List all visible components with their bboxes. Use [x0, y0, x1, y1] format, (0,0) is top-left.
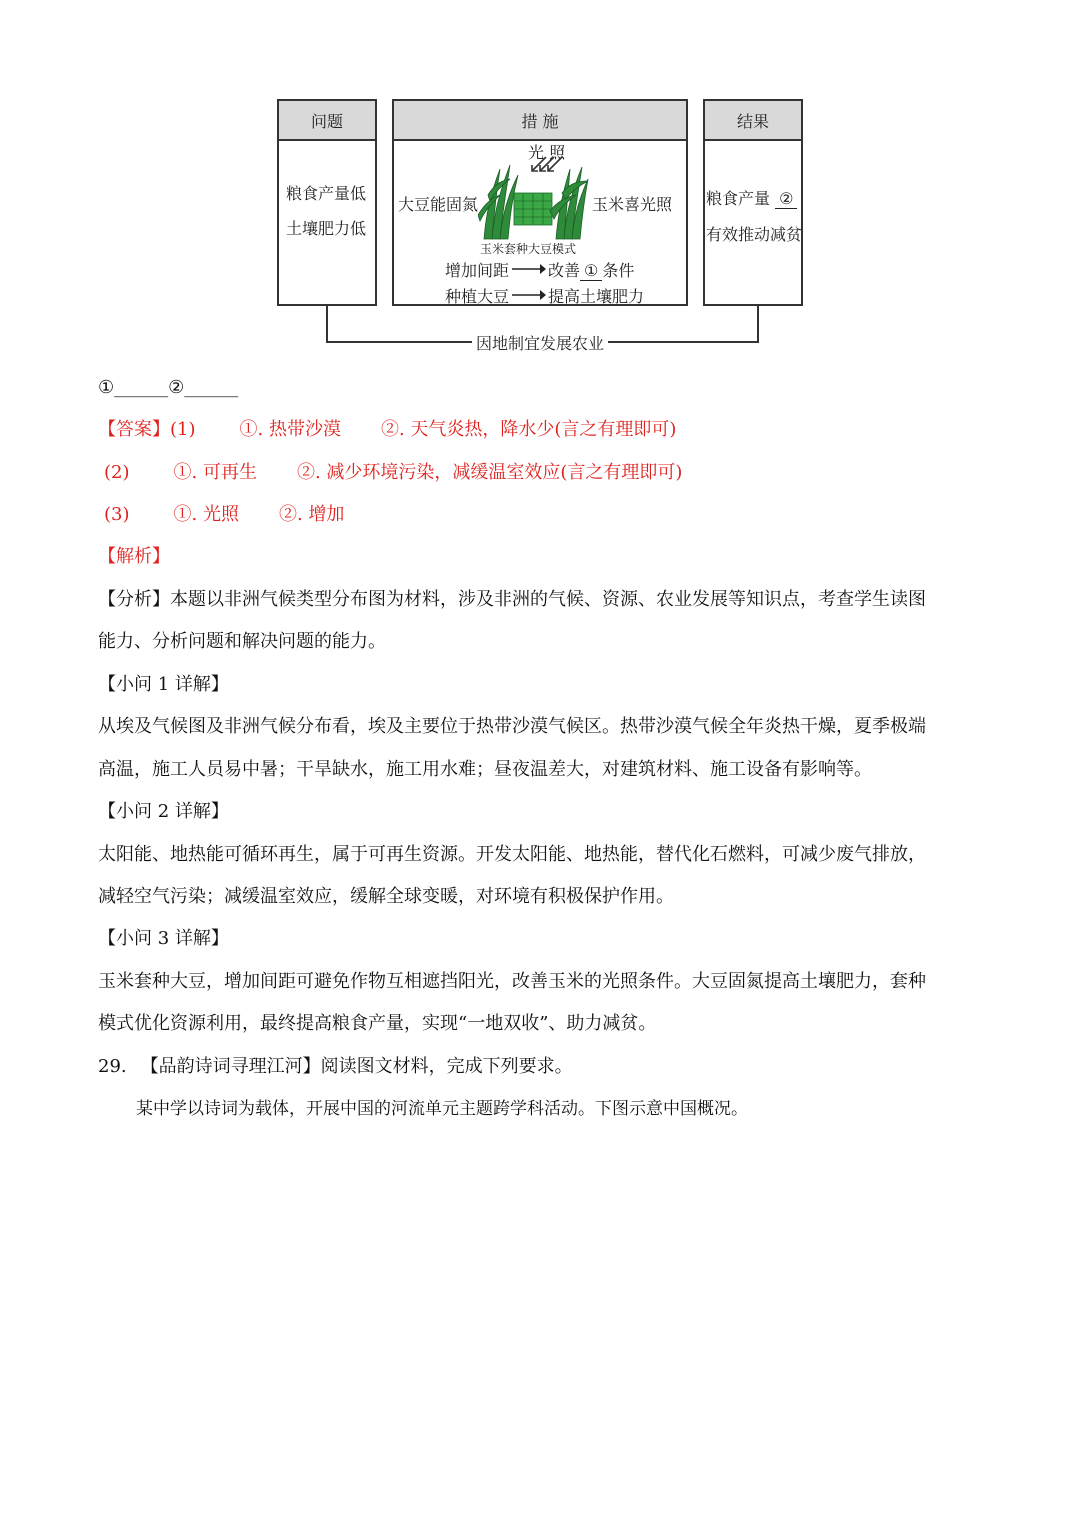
flow-diagram: [0, 0, 1080, 360]
row1-right-text: 改善: [548, 261, 581, 280]
answer-q2-number: (2): [104, 462, 130, 483]
row2-right-text: 提高土壤肥力: [548, 287, 645, 306]
result-blank-number: ②: [775, 189, 797, 209]
soybean-grid: [514, 193, 552, 225]
result-header: 结果: [705, 101, 801, 141]
question-29-title: 【品韵诗词寻理江河】阅读图文材料，完成下列要求。: [140, 1056, 573, 1077]
corn-label: 玉米喜光照: [592, 195, 673, 214]
soy-label: 大豆能固氮: [398, 195, 479, 214]
row1-right-group: [548, 258, 634, 281]
analysis-tag: 【解析】: [98, 546, 170, 567]
result-line-1-text: 粮食产量: [706, 189, 771, 208]
q3-detail-title: 【小问 3 详解】: [98, 928, 229, 949]
diagram-footer-label: 因地制宜发展农业: [472, 331, 608, 354]
answer-q3-a: ①. 光照: [173, 504, 239, 525]
q2-detail-title: 【小问 2 详解】: [98, 801, 229, 822]
mode-label: 玉米套种大豆模式: [480, 242, 577, 256]
q3-detail-line-1: 玉米套种大豆，增加间距可避免作物互相遮挡阳光，改善玉米的光照条件。大豆固氮提高土壤肥力，套种: [98, 971, 926, 992]
arrow-icon: [512, 288, 546, 302]
arrow-icon: [512, 262, 546, 276]
question-29-number: 29.: [98, 1056, 127, 1077]
problem-line-1: 粮食产量低: [286, 184, 367, 203]
answer-q1-number: (1): [170, 419, 196, 440]
q1-detail-line-1: 从埃及气候图及非洲气候分布看，埃及主要位于热带沙漠气候区。热带沙漠气候全年炎热干燥，夏季极端: [98, 716, 926, 737]
corn-plants-right: [550, 167, 588, 239]
question-29-line: [98, 1054, 573, 1080]
q1-detail-title: 【小问 1 详解】: [98, 674, 229, 695]
problem-header: 问题: [279, 101, 375, 141]
q2-detail-line-2: 减轻空气污染；减缓温室效应，缓解全球变暖，对环境有积极保护作用。: [98, 886, 674, 907]
answer-tag: 【答案】: [98, 419, 170, 440]
measure-header: 措 施: [394, 101, 686, 141]
blanks-line: ①______②______: [98, 377, 239, 398]
sunlight-arrows: [532, 157, 562, 171]
answer-q2-b: ②. 减少环境污染，减缓温室效应(言之有理即可): [296, 462, 683, 483]
crop-intercropping-illustration: [478, 155, 590, 240]
answer-q3-b: ②. 增加: [278, 504, 345, 525]
answer-line-1: [98, 417, 676, 443]
q1-detail-line-2: 高温，施工人员易中暑；干旱缺水，施工用水难；昼夜温差大，对建筑材料、施工设备有影响等。: [98, 759, 872, 780]
question-29-intro: 某中学以诗词为载体，开展中国的河流单元主题跨学科活动。下图示意中国概况。: [136, 1099, 748, 1119]
answer-q2-a: ①. 可再生: [173, 462, 257, 483]
answer-q3-number: (3): [104, 504, 130, 525]
row1-left-text: 增加间距: [445, 261, 510, 280]
row2-left-text: 种植大豆: [445, 287, 510, 306]
result-line-2: 有效推动减贫: [706, 225, 803, 244]
q3-detail-line-2: 模式优化资源利用，最终提高粮食产量，实现“一地双收”、助力减贫。: [98, 1013, 657, 1034]
answer-q1-a: ①. 热带沙漠: [239, 419, 341, 440]
answer-line-2: [104, 460, 682, 486]
row1-tail-text: 条件: [602, 261, 635, 280]
row1-blank-number: ①: [580, 261, 602, 281]
analysis-line-1: 【分析】本题以非洲气候类型分布图为材料，涉及非洲的气候、资源、农业发展等知识点，考查学生读图: [98, 589, 926, 610]
q2-detail-line-1: 太阳能、地热能可循环再生，属于可再生资源。开发太阳能、地热能，替代化石燃料，可减少废气排放，: [98, 844, 926, 865]
analysis-line-2: 能力、分析问题和解决问题的能力。: [98, 631, 386, 652]
corn-plants-left: [478, 165, 518, 239]
result-line-1: [706, 186, 797, 209]
answer-q1-b: ②. 天气炎热，降水少(言之有理即可): [380, 419, 677, 440]
answer-line-3: [104, 502, 344, 528]
problem-line-2: 土壤肥力低: [286, 219, 367, 238]
light-label: 光 照: [528, 143, 566, 162]
